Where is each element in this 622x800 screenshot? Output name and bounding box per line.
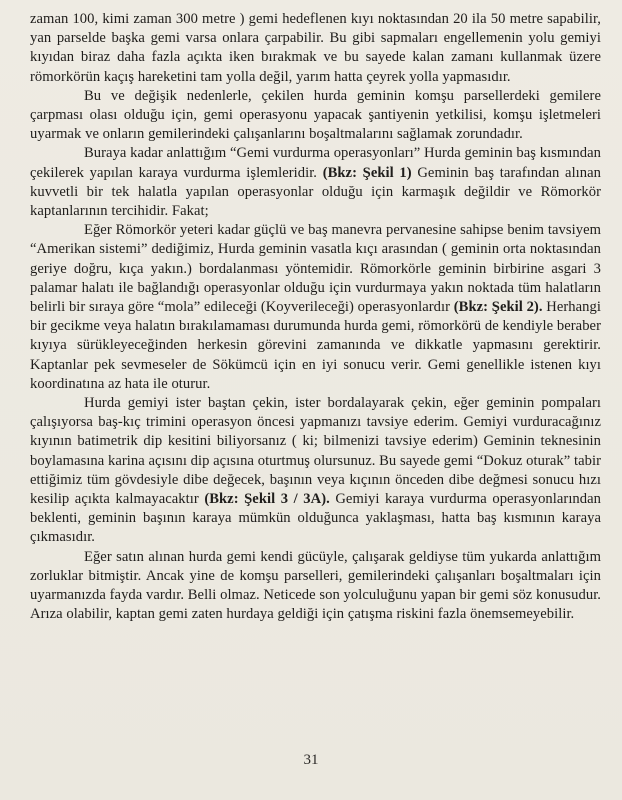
paragraph: [30, 10, 601, 87]
paragraph: [30, 548, 601, 625]
paragraph-text: Bu ve değişik nedenlerle, çekilen hurda geminin komşu parsellerdeki gemilere çarpması olası olduğu için, gemi operasyonu yapacak şantiyenin yetkilisi, komşu işletmeleri uyarmak ve onların gemilerindeki çalışanlarını boşaltmalarını sağlamak zorundadır.: [30, 87, 601, 143]
paragraph: [30, 87, 601, 145]
figure-reference: (Bkz: Şekil 2).: [453, 299, 543, 316]
paragraph-text: Buraya kadar anlattığım “Gemi vurdurma operasyonları” Hurda geminin baş kısmından çekilerek yapılan karaya vurdurma işlemleridir.: [30, 145, 601, 181]
paragraph-text: Geminin baş tarafından alınan kuvvetli bir tek halatla yapılan operasyonlar olduğu için karmaşık değildir ve Römorkör kaptanlarının tercihidir. Fakat;: [30, 164, 601, 220]
paragraph: [30, 144, 601, 221]
figure-reference: (Bkz: Şekil 1): [322, 164, 412, 181]
figure-reference: (Bkz: Şekil 3 / 3A).: [204, 491, 330, 508]
body-text: [30, 10, 601, 625]
paragraph-text: Eğer Römorkör yeteri kadar güçlü ve baş manevra pervanesine sahipse benim tavsiyem “Amerikan sistemi” dediğimiz, Hurda geminin vasatla kıçı arasından ( geminin orta noktasından geriye doğru, kıça yakın.) bordalanması yöntemidir. Römorkörle geminin birbirine asgari 3 palamar halatı ile bağlandığı operasyonlar olduğu için vurdurmaya yakın noktada tüm halatların belirli bir sıraya göre “mola” edileceği (Koyverileceği) operasyonlardır: [30, 222, 601, 316]
paragraph: [30, 221, 601, 394]
paragraph-text: Herhangi bir gecikme veya halatın bırakılamaması durumunda hurda gemi, römorkörü de kendiyle beraber kıyıya sürükleyeceğinden herkesin görevini zamanında ve dikkatle yapmasını gerektirir. Kaptanlar pek sevmeseler de Sökümcü için en iyi sonucu verir. Gemi genellikle istenen kıyı koordinatına az hata ile oturur.: [30, 299, 601, 392]
paragraph: [30, 394, 601, 548]
paragraph-text: Gemiyi karaya vurdurma operasyonlarından beklenti, geminin başının karaya mümkün olduğunca yaklaşması, hatta baş kısmının karaya çıkmasıdır.: [30, 491, 601, 546]
paragraph-text: Hurda gemiyi ister baştan çekin, ister bordalayarak çekin, eğer geminin pompaları çalışıyorsa baş-kıç trimini operasyon öncesi yapmanızı tavsiye ederim. Gemiyi vurduracağınız kıyının batimetrik dip kesitini biliyorsanız ( ki; bilmenizi tavsiye ederim) Geminin teknesinin boylamasına karina açısını dip açısına oturtmuş olursunuz. Bu sayede gemi “Dokuz oturak” tabir ettiğimiz tüm gövdesiyle dibe değecek, başının veya kıçının önceden dibe değmesi sonucu hızı kesilip açıkta kalmayacaktır: [30, 395, 601, 508]
paragraph-text: Eğer satın alınan hurda gemi kendi gücüyle, çalışarak geldiyse tüm yukarda anlattığım zorluklar bitmiştir. Ancak yine de komşu parselleri, gemilerindeki çalışanları boşaltmaları için uyarmanızda fayda vardır. Belli olmaz. Neticede son yolculuğunu yapan bir gemi söz konusudur. Arıza olabilir, kaptan gemi zaten hurdaya geldiği için çatışma riskini fazla önemsemeyebilir.: [30, 548, 601, 623]
paragraph-text: zaman 100, kimi zaman 300 metre ) gemi hedeflenen kıyı noktasından 20 ila 50 metre sapabilir, yan parselde başka gemi varsa onlara çarpabilir. Bu gibi sapmaları engellemenin yolu gemiyi kıyıdan biraz daha fazla açıkta iken bırakmak ve bu sayede kalan zamanı kullanmak üzere römorkörün kaçış hareketini tam yolla değil, yarım hatta çeyrek yolla yapmasıdır.: [30, 11, 601, 85]
page-number: 31: [303, 752, 319, 768]
